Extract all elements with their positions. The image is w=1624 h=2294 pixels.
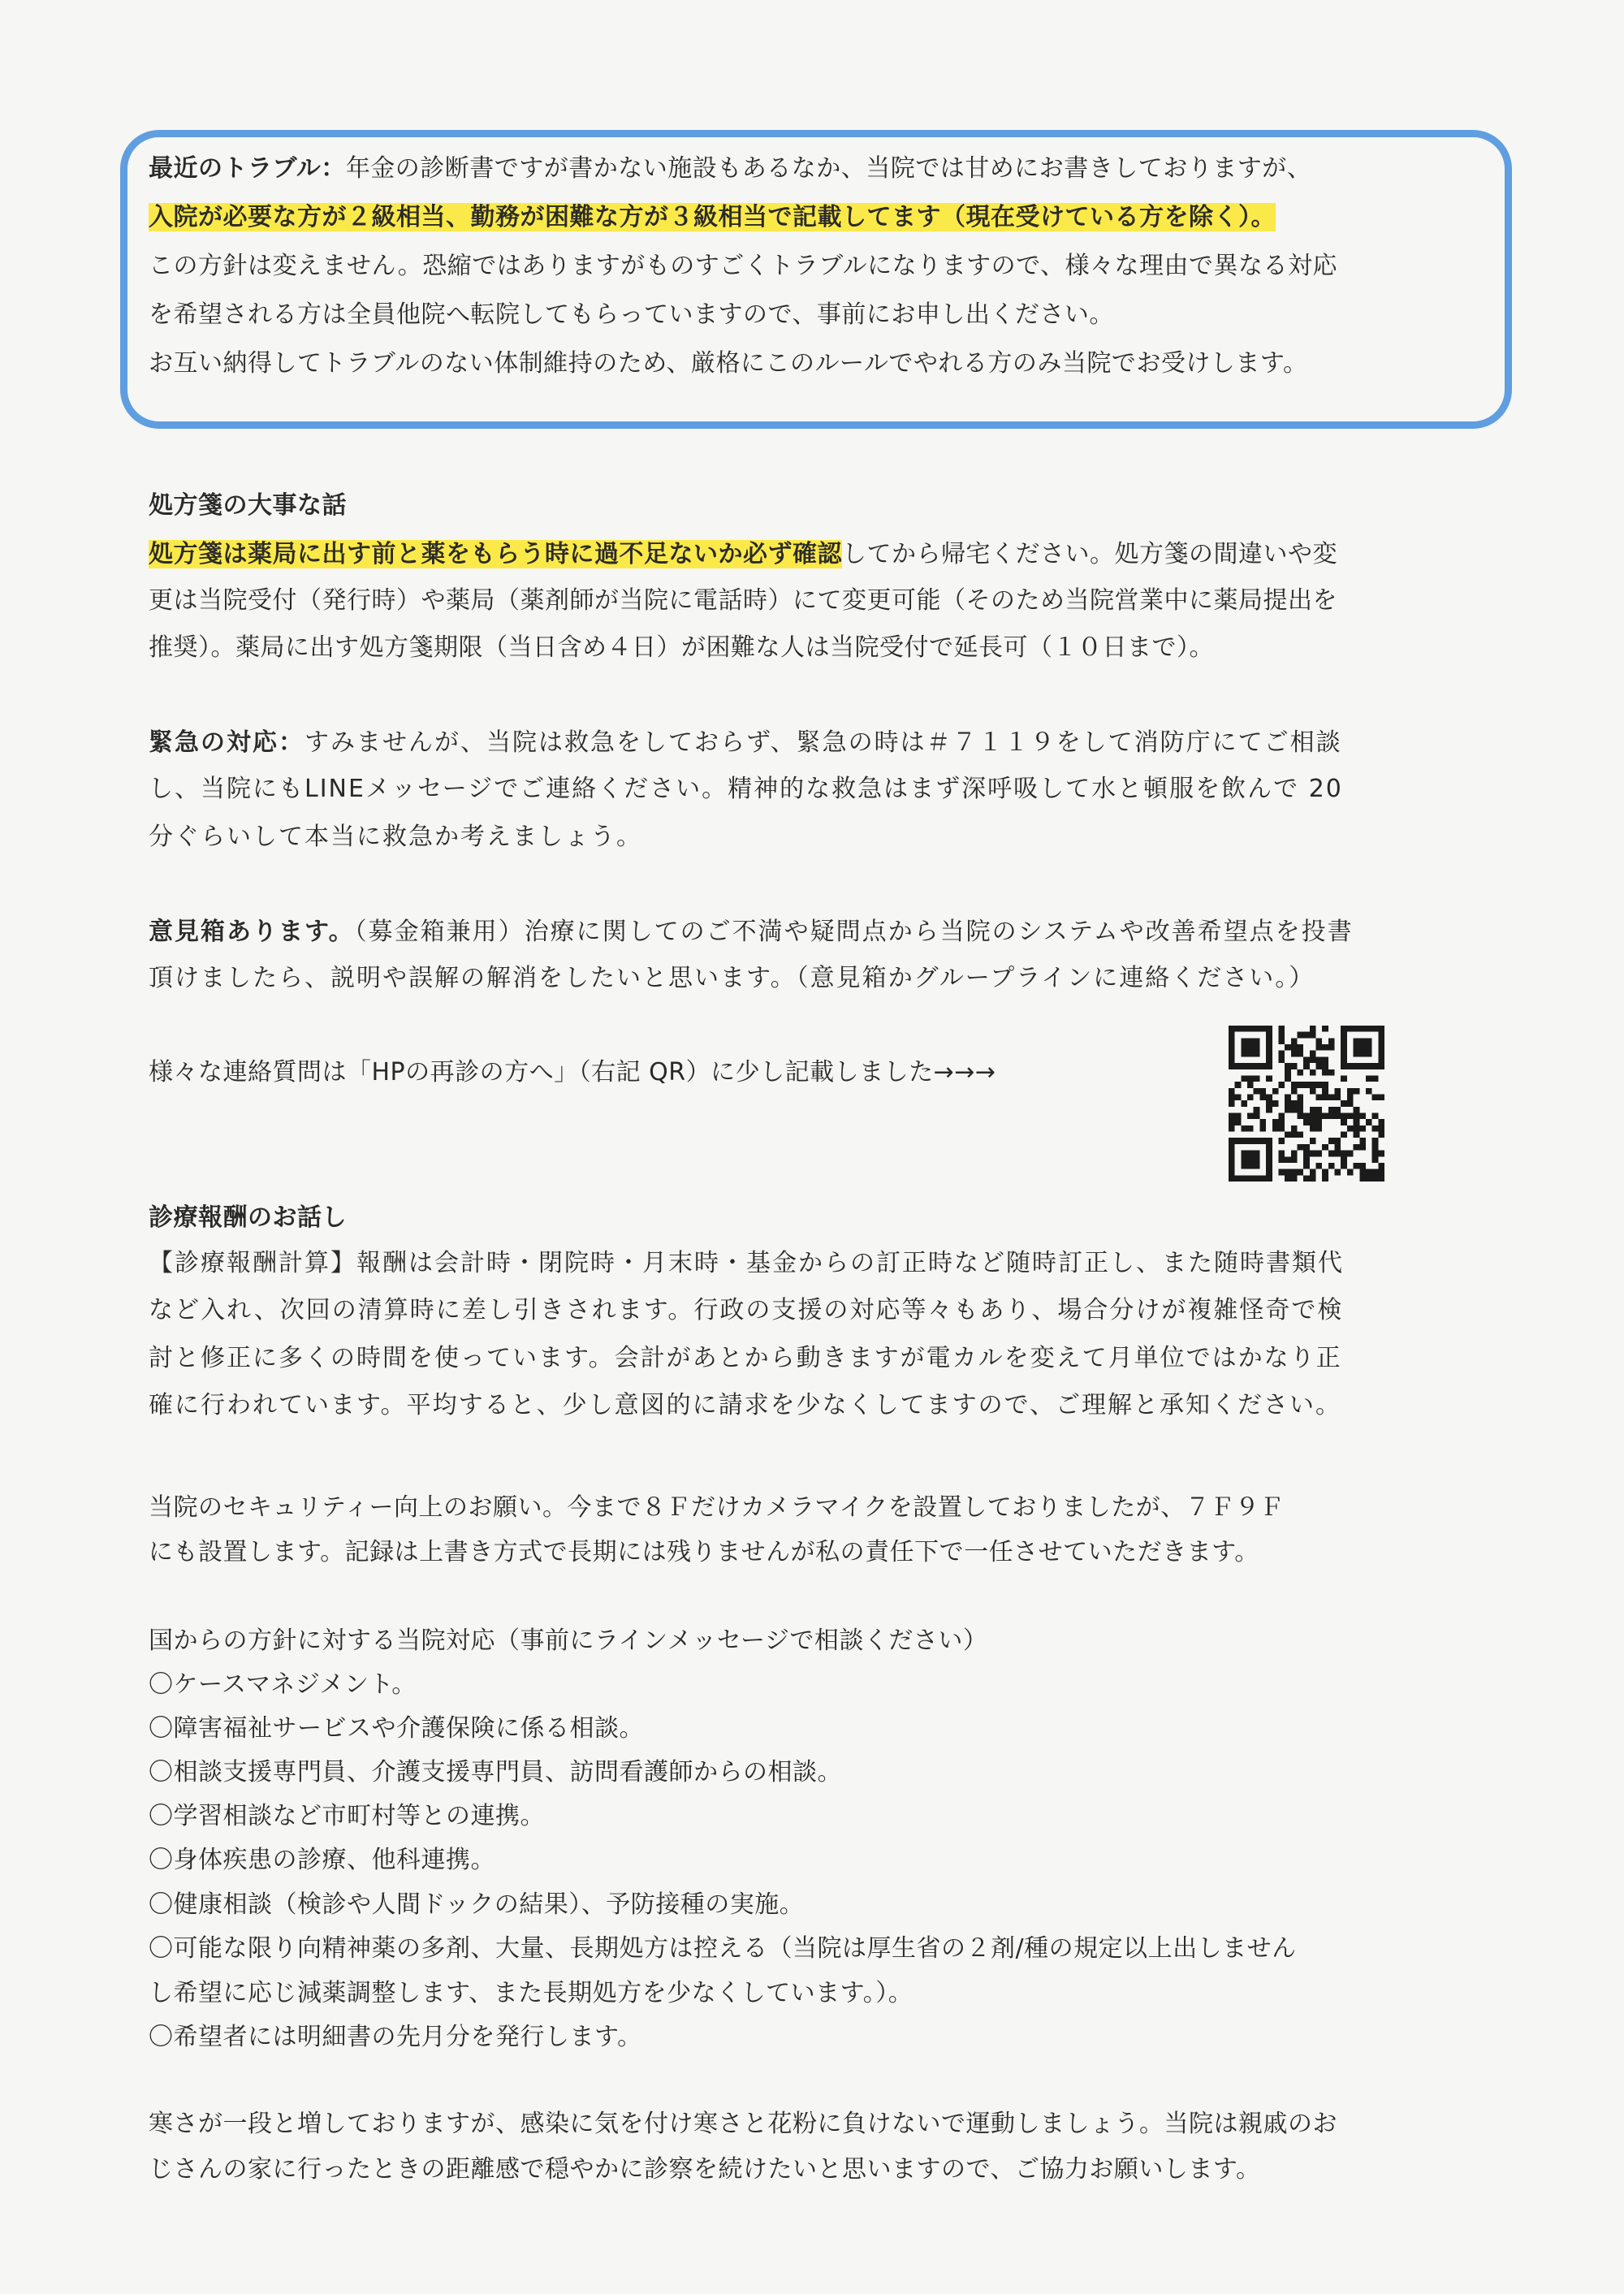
security-line-2: にも設置します。記録は上書き方式で長期には残りませんが私の責任下で一任させていただきます。: [149, 1538, 1259, 1566]
fees-line-4: 確に行われています。平均すると、少し意図的に請求を少なくしてますので、ご理解と承知ください。: [149, 1391, 1341, 1419]
closing-line-1: 寒さが一段と増しておりますが、感染に気を付け寒さと花粉に負けないで運動しましょう。当院は親戚のお: [149, 2110, 1337, 2138]
list-item: し希望に応じ減薬調整します、また長期処方を少なくしています。）。: [149, 1979, 914, 2007]
emergency-line-1-text: すみませんが、当院は救急をしておらず、緊急の時は＃７１１９をして消防庁にてご相談: [304, 728, 1342, 757]
fees-heading: 診療報酬のお話し: [149, 1203, 347, 1232]
emergency-line-3: 分ぐらいして本当に救急か考えましょう。: [149, 823, 642, 851]
prescription-line-1: [149, 537, 1337, 572]
emergency-label: 緊急の対応：: [149, 728, 304, 757]
list-item: 〇可能な限り向精神薬の多剤、大量、長期処方は控える（当院は厚生省の２剤/種の規定以上出しません: [149, 1934, 1297, 1963]
list-item: 〇希望者には明細書の先月分を発行します。: [149, 2023, 642, 2051]
closing-line-2: じさんの家に行ったときの距離感で穏やかに診察を続けたいと思いますので、ご協力お願いします。: [149, 2155, 1261, 2184]
opinion-line-2: 頂けましたら、説明や誤解の解消をしたいと思います。（意見箱かグループラインに連絡ください。）: [149, 964, 1315, 992]
contact-text: 様々な連絡質問は「HPの再診の方へ」（右記 QR）に少し記載しました→→→: [149, 1058, 996, 1087]
opinion-line-1: [149, 914, 1354, 950]
notice-line-4: を希望される方は全員他院へ転院してもらっていますので、事前にお申し出ください。: [149, 300, 1114, 329]
fees-line-2: など入れ、次回の清算時に差し引きされます。行政の支援の対応等々もあり、場合分けが複雑怪奇で検: [149, 1296, 1344, 1324]
list-item: 〇ケースマネジメント。: [149, 1670, 417, 1699]
fees-line-1: 【診療報酬計算】報酬は会計時・閉院時・月末時・基金からの訂正時など随時訂正し、また随時書類代: [149, 1249, 1344, 1277]
notice-label: 最近のトラブル：: [149, 154, 346, 183]
list-item: 〇身体疾患の診療、他科連携。: [149, 1846, 495, 1874]
list-item: 〇学習相談など市町村等との連携。: [149, 1802, 545, 1830]
policy-heading: 国からの方針に対する当院対応（事前にラインメッセージで相談ください）: [149, 1627, 988, 1655]
notice-line-3: この方針は変えません。恐縮ではありますがものすごくトラブルになりますので、様々な理由で異なる対応: [149, 252, 1337, 280]
notice-highlight: 入院が必要な方が２級相当、勤務が困難な方が３級相当で記載してます（現在受けている方を除く）。: [149, 203, 1276, 231]
fees-line-3: 討と修正に多くの時間を使っています。会計があとから動きますが電カルを変えて月単位ではかなり正: [149, 1344, 1342, 1372]
emergency-line-1: [149, 725, 1342, 761]
prescription-line-3: 推奨）。薬局に出す処方箋期限（当日含め４日）が困難な人は当院受付で延長可（１０日まで）。: [149, 633, 1214, 662]
security-line-1: 当院のセキュリティー向上のお願い。今まで８Ｆだけカメラマイクを設置しておりましたが、７Ｆ９Ｆ: [149, 1493, 1285, 1522]
opinion-line-1-text: （募金箱兼用）治療に関してのご不満や疑問点から当院のシステムや改善希望点を投書: [354, 918, 1354, 946]
prescription-line-1-text: してから帰宅ください。処方箋の間違いや変: [842, 540, 1337, 568]
prescription-highlight: 処方箋は薬局に出す前と薬をもらう時に過不足ないか必ず確認: [149, 540, 842, 568]
prescription-heading: 処方箋の大事な話: [149, 491, 347, 520]
list-item: 〇相談支援専門員、介護支援専門員、訪問看護師からの相談。: [149, 1758, 842, 1786]
notice-line-5: お互い納得してトラブルのない体制維持のため、厳格にこのルールでやれる方のみ当院でお受けします。: [149, 349, 1308, 378]
notice-line-1: [149, 151, 1311, 187]
list-item: 〇健康相談（検診や人間ドックの結果）、予防接種の実施。: [149, 1890, 805, 1919]
notice-line-2: [149, 200, 1276, 235]
opinion-label: 意見箱あります。: [149, 918, 355, 946]
emergency-line-2: し、当院にもLINEメッセージでご連絡ください。精神的な救急はまず深呼吸して水と頓服を飲んで 20: [149, 775, 1343, 803]
qr-code-icon[interactable]: [1229, 1026, 1384, 1182]
notice-line-1-text: 年金の診断書ですが書かない施設もあるなか、当院では甘めにお書きしておりますが、: [345, 154, 1312, 183]
prescription-line-2: 更は当院受付（発行時）や薬局（薬剤師が当院に電話時）にて変更可能（そのため当院営業中に薬局提出を: [149, 586, 1337, 615]
list-item: 〇障害福祉サービスや介護保険に係る相談。: [149, 1714, 644, 1743]
